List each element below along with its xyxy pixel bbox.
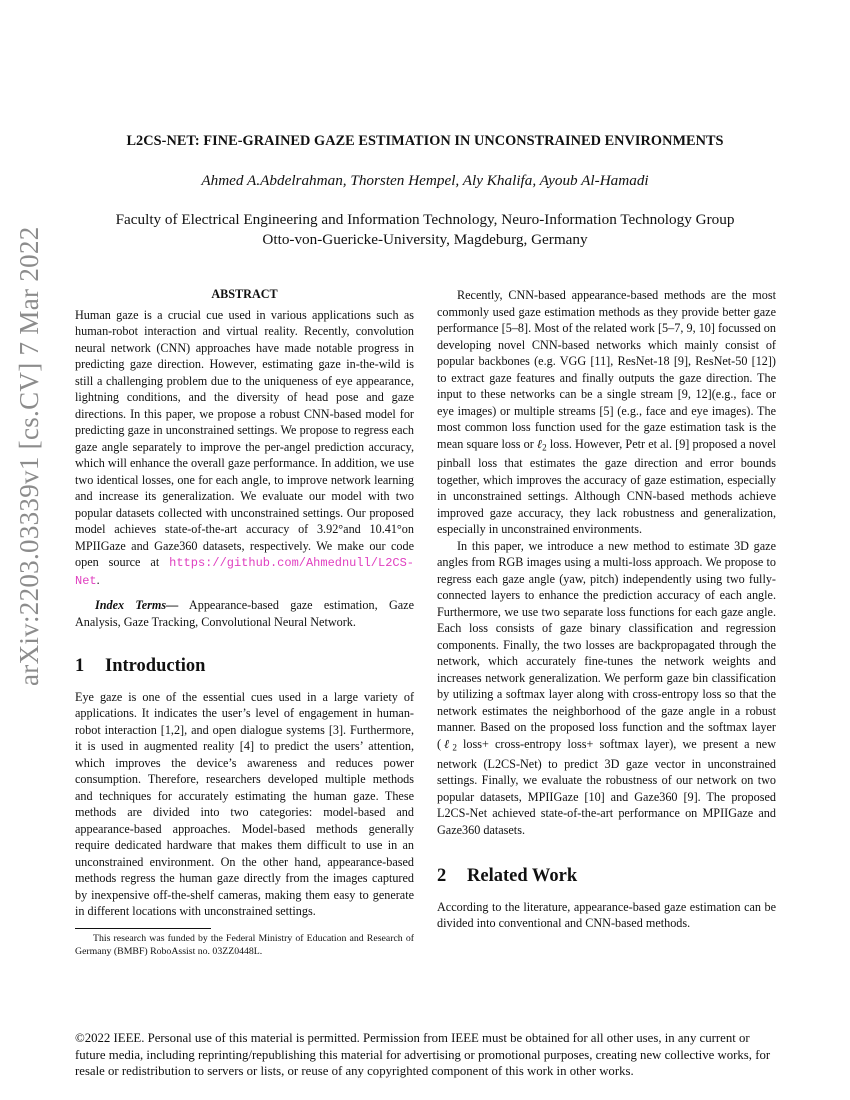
- abstract-link-suffix: .: [96, 572, 100, 587]
- section-heading-introduction: [75, 658, 414, 675]
- section-number: 1: [75, 656, 85, 676]
- related-work-paragraph: According to the literature, appearance-based gaze estimation can be divided into conventional and CNN-based methods.: [437, 899, 776, 931]
- paragraph-text: loss. However, Petr et al. [9] proposed a novel pinball loss that estimates the gaze direction and error bounds together, which improves the accuracy of gaze estimation, especially in unconstrained settings. Although CNN-based methods achieve improved gaze accuracy, they lack robustness and generalization, especially in unconstrained environments.: [437, 436, 776, 537]
- paragraph-text: loss+ cross-entropy loss+ softmax layer), we present a new network (L2CS-Net) to predict 3D gaze vector in unconstrained settings. Finally, we evaluate the robustness of our network on two popular datasets, MPIIGaze [10] and Gaze360 [9]. The proposed L2CS-Net achieved state-of-the-art performance on MPIIGaze and Gaze360 datasets.: [437, 736, 777, 837]
- paper-title: L2CS-NET: FINE-GRAINED GAZE ESTIMATION IN UNCONSTRAINED ENVIRONMENTS: [126, 133, 724, 149]
- funding-footnote: This research was funded by the Federal Ministry of Education and Research of Germany (BMBF) RoboAssist no. 03ZZ0448L.: [75, 932, 414, 957]
- index-terms-label: Index Terms—: [95, 598, 179, 612]
- l2-subscript: 2: [452, 742, 457, 753]
- affiliation-line-1: Faculty of Electrical Engineering and Information Technology, Neuro-Information Technology Group: [115, 211, 735, 228]
- section-heading-related-work: [437, 868, 776, 885]
- abstract-body: [75, 307, 414, 590]
- introduction-paragraph-2: [437, 287, 776, 538]
- section-title: Related Work: [467, 866, 578, 887]
- l2-symbol: ℓ: [536, 436, 543, 451]
- arxiv-stamp: arXiv:2203.03339v1 [cs.CV] 7 Mar 2022: [14, 226, 44, 686]
- footnote-divider: [75, 928, 211, 929]
- introduction-paragraph-3: [437, 538, 776, 838]
- left-column: [75, 286, 414, 958]
- right-column: [437, 287, 776, 932]
- section-number: 2: [437, 866, 447, 887]
- author-list: Ahmed A.Abdelrahman, Thorsten Hempel, Aly Khalifa, Ayoub Al-Hamadi: [201, 172, 649, 189]
- section-title: Introduction: [105, 656, 206, 676]
- affiliation: [0, 210, 850, 250]
- l2-symbol: ℓ: [441, 736, 453, 751]
- l2-subscript: 2: [542, 441, 547, 452]
- abstract-text: Human gaze is a crucial cue used in various applications such as human-robot interaction and virtual reality. Recently, convolution neural network (CNN) approaches have made notable progress in predicting gaze direction. However, estimating gaze in-the-wild is still a challenging problem due to the uniqueness of eye appearance, lightning conditions, and the diversity of head pose and gaze directions. In this paper, we propose a robust CNN-based model for predicting gaze in unconstrained settings. We propose to regress each gaze angle separately to improve the per-angel prediction accuracy, which will enhance the overall gaze performance. In addition, we use two identical losses, one for each angle, to improve network learning and increase its generalization. We evaluate our model with two popular datasets collected with unconstrained settings. Our proposed model achieves state-of-the-art accuracy of 3.92°and 10.41°on MPIIGaze and Gaze360 datasets, respectively. We make our code open source at: [75, 307, 414, 569]
- affiliation-line-2: Otto-von-Guericke-University, Magdeburg, Germany: [262, 231, 588, 248]
- index-terms-text: Appearance-based gaze estimation, Gaze Analysis, Gaze Tracking, Convolutional Neural Network.: [75, 598, 414, 629]
- abstract-heading: ABSTRACT: [211, 287, 278, 301]
- index-terms: [75, 597, 414, 630]
- copyright-notice: ©2022 IEEE. Personal use of this material is permitted. Permission from IEEE must be obtained for all other uses, in any current or future media, including reprinting/republishing this material for advertising or promotional purposes, creating new collective works, for resale or redistribution to servers or lists, or reuse of any copyrighted component of this work in other works.: [75, 1031, 771, 1078]
- code-link[interactable]: https://github.com/Ahmednull/L2CS-Net: [75, 556, 414, 588]
- paragraph-text: Recently, CNN-based appearance-based methods are the most commonly used gaze estimation methods as they provide better gaze performance [5–8]. Most of the related work [5–7, 9, 10] focussed on developing novel CNN-based networks which mainly consist of popular backbones (e.g. VGG [11], ResNet-18 [9], ResNet-50 [12]) to extract gaze features and finally outputs the gaze direction. The input to these networks can be a single stream [9, 12](e.g., face or eye images) or multiple streams [5] (e.g., face and eye images). The most common loss function used for the gaze estimation task is the mean square loss or: [437, 288, 776, 451]
- introduction-paragraph: Eye gaze is one of the essential cues used in a large variety of applications. It indicates the user’s level of engagement in human-robot interaction [1,2], and open dialogue systems [3]. Furthermore, it is used in augmented reality [4] to predict the users’ attention, which improves the device’s awareness and reduces power consumption. Therefore, researchers developed multiple methods and techniques for accurately estimating the human gaze. These methods are divided into two categories: model-based and appearance-based approaches. Model-based methods generally require dedicated hardware that makes them difficult to use in an unconstrained environment. On the other hand, appearance-based methods regress the human gaze directly from the images captured by inexpensive off-the-shelf cameras, making them easy to generate in different locations with unconstrained settings.: [75, 689, 414, 918]
- paragraph-text: In this paper, we introduce a new method to estimate 3D gaze angles from RGB images using a multi-loss approach. We propose to regress each gaze angle (yaw, pitch) independently using two fully-connected layers to enhance the prediction accuracy of each angle. Furthermore, we use two separate loss functions for each gaze angle. Each loss consists of gaze binary classification and regression components. Finally, the two losses are backpropagated through the network, which accurately fine-tunes the network weights and increases network generalization. We perform gaze bin classification by utilizing a softmax layer along with cross-entropy loss so that the network estimates the neighborhood of the gaze angle in a robust manner. Based on the proposed loss function and the softmax layer (: [437, 538, 776, 751]
